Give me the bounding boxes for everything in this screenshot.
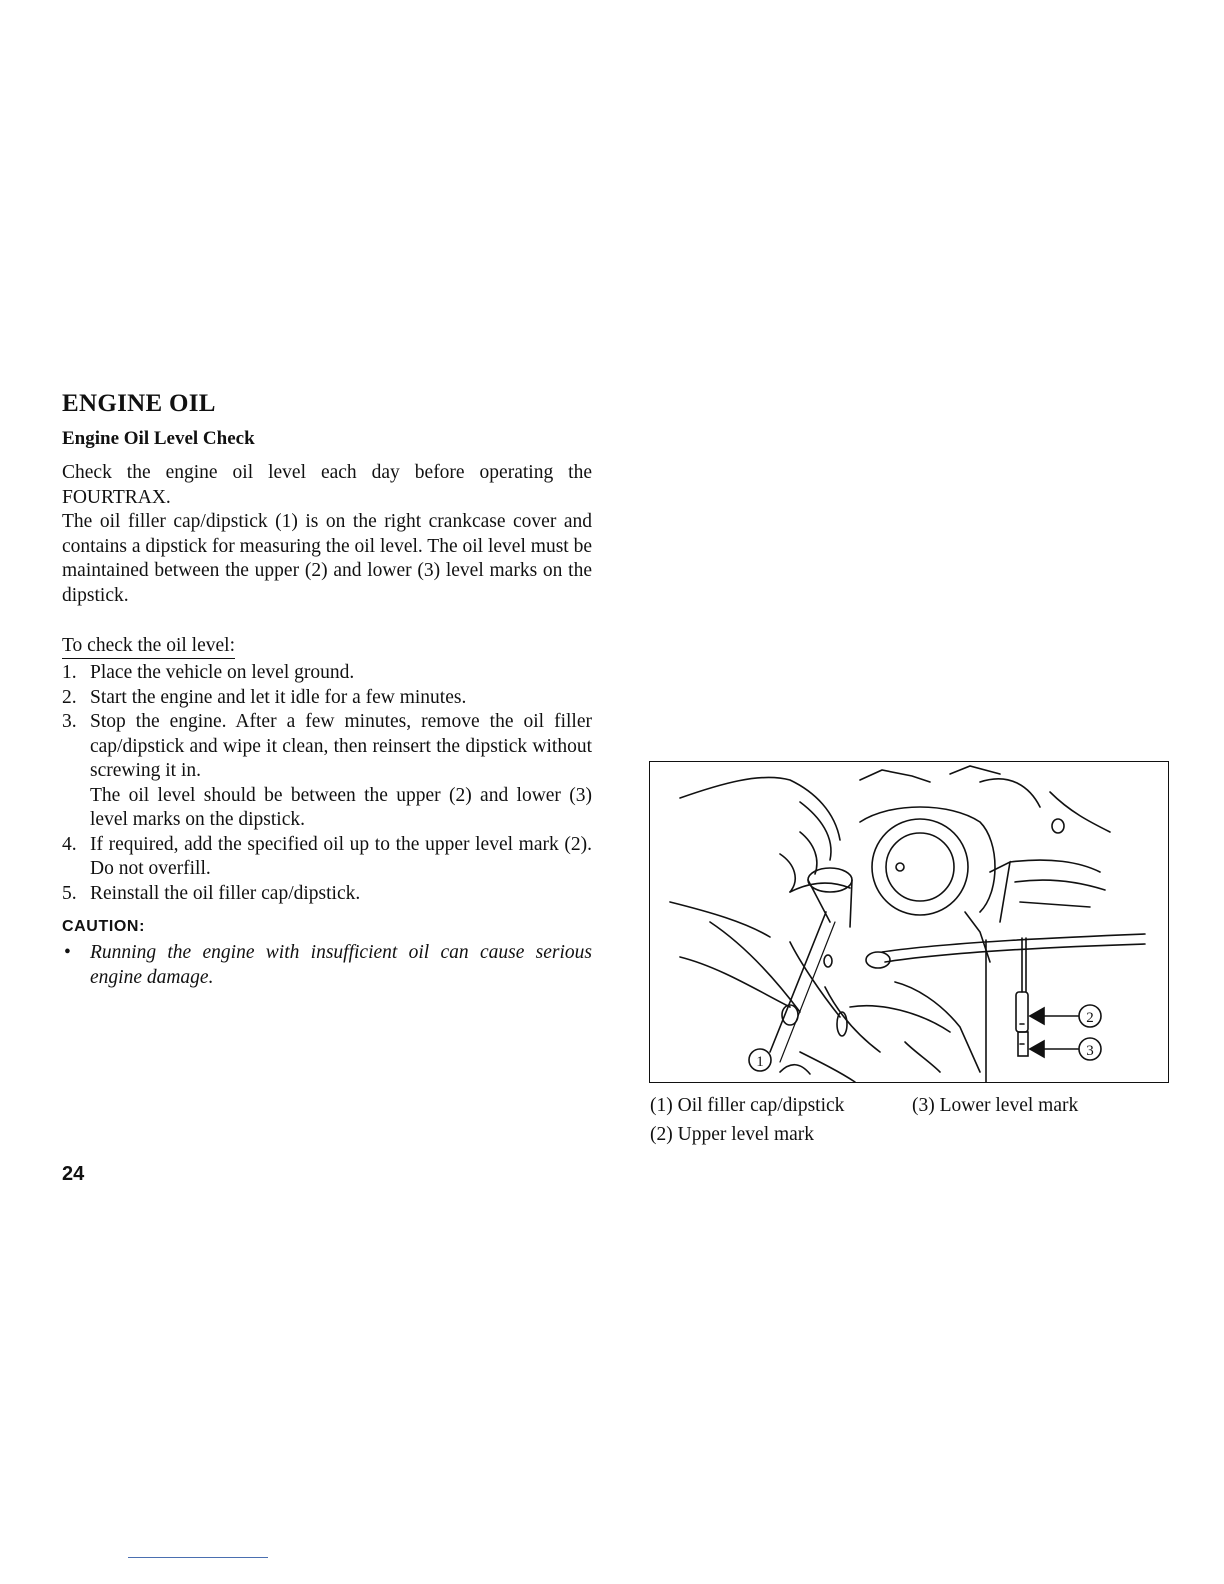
step-item bbox=[62, 882, 592, 907]
engine-line-drawing bbox=[650, 762, 1170, 1084]
callout-3: 3 bbox=[1086, 1043, 1094, 1059]
sub-title: Engine Oil Level Check bbox=[62, 428, 255, 449]
caution-label: CAUTION: bbox=[62, 918, 146, 935]
step-number: 3. bbox=[62, 711, 77, 732]
intro-paragraph-1: Check the engine oil level each day before operating the FOURTRAX. bbox=[62, 462, 592, 508]
figure-captions bbox=[650, 1091, 1078, 1149]
main-text-column bbox=[62, 390, 592, 990]
step-note: The oil level should be between the upper (2) and lower (3) level marks on the dipstick. bbox=[90, 784, 592, 830]
caption-3: (3) Lower level mark bbox=[912, 1095, 1079, 1116]
step-number: 5. bbox=[62, 882, 77, 904]
caption-1: (1) Oil filler cap/dipstick bbox=[650, 1095, 845, 1116]
bullet-icon: • bbox=[64, 942, 71, 963]
step-item bbox=[62, 710, 592, 833]
step-text: Reinstall the oil filler cap/dipstick. bbox=[90, 882, 361, 904]
step-item bbox=[62, 661, 592, 686]
caption-2: (2) Upper level mark bbox=[650, 1124, 815, 1145]
caption-row bbox=[650, 1091, 1078, 1120]
callout-1: 1 bbox=[756, 1054, 764, 1070]
caution-item bbox=[62, 940, 592, 990]
step-text: Stop the engine. After a few minutes, remove the oil filler cap/dipstick and wipe it clean, then reinsert the dipstick without screwing it in. bbox=[90, 711, 592, 781]
procedure-steps bbox=[62, 661, 592, 906]
page-number: 24 bbox=[62, 1163, 85, 1185]
step-text: Place the vehicle on level ground. bbox=[90, 662, 355, 683]
caution-text: Running the engine with insufficient oil can cause serious engine damage. bbox=[90, 942, 592, 988]
step-number: 1. bbox=[62, 662, 77, 683]
bottom-rule bbox=[128, 1557, 268, 1558]
caption-row bbox=[650, 1120, 1078, 1149]
step-item bbox=[62, 686, 592, 711]
step-number: 2. bbox=[62, 686, 77, 708]
step-item bbox=[62, 833, 592, 882]
step-number: 4. bbox=[62, 833, 77, 855]
step-text: Start the engine and let it idle for a few minutes. bbox=[90, 686, 467, 708]
section-title: ENGINE OIL bbox=[62, 390, 216, 417]
check-procedure-title: To check the oil level: bbox=[62, 634, 235, 659]
callout-2: 2 bbox=[1086, 1010, 1094, 1026]
intro-paragraph-2: The oil filler cap/dipstick (1) is on the right crankcase cover and contains a dipstick for measuring the oil level. The oil level must be maintained between the upper (2) and lower (3) level marks on the dipstick. bbox=[62, 511, 592, 606]
step-text: If required, add the specified oil up to the upper level mark (2). Do not overfill. bbox=[90, 833, 592, 879]
dipstick-illustration bbox=[649, 761, 1169, 1083]
